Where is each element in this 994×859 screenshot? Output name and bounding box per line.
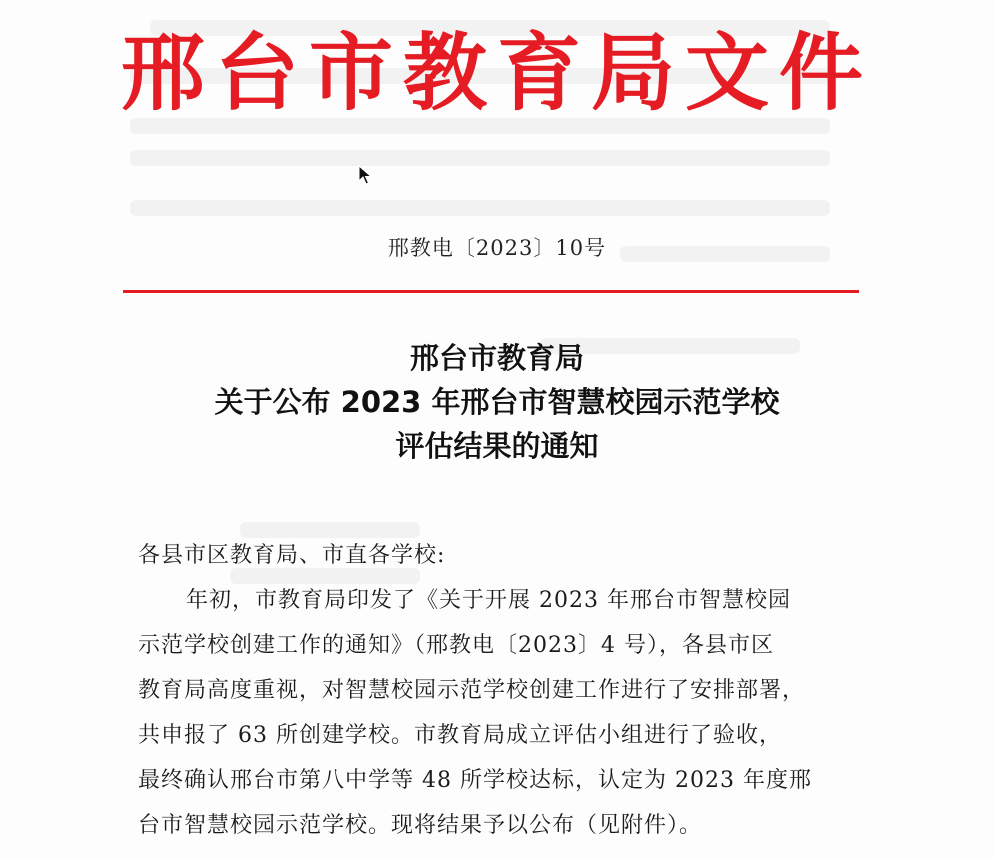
title-line-1: 邢台市教育局 xyxy=(409,341,584,375)
notice-body xyxy=(138,533,868,848)
paragraph-line: 教育局高度重视，对智慧校园示范学校创建工作进行了安排部署， xyxy=(138,678,806,703)
paragraph-line: 年初，市教育局印发了《关于开展 2023 年邢台市智慧校园 xyxy=(186,588,791,613)
notice-title xyxy=(0,336,994,468)
title-line-2: 关于公布 2023 年邢台市智慧校园示范学校 xyxy=(214,385,780,419)
document-number: 邢教电〔2023〕10号 xyxy=(387,236,607,260)
title-line-3: 评估结果的通知 xyxy=(395,429,599,463)
paragraph-line: 最终确认邢台市第八中学等 48 所学校达标，认定为 2023 年度邢 xyxy=(138,768,812,793)
mouse-pointer-icon xyxy=(358,165,372,185)
paragraph-line: 台市智慧校园示范学校。现将结果予以公布（见附件）。 xyxy=(138,813,703,838)
document-masthead: 邢台市教育局文件 xyxy=(120,24,873,122)
red-divider-line xyxy=(123,290,859,293)
paragraph-line: 共申报了 63 所创建学校。市教育局成立评估小组进行了验收， xyxy=(138,723,782,748)
paragraph-line: 示范学校创建工作的通知》（邢教电〔2023〕4 号），各县市区 xyxy=(138,633,774,658)
salutation: 各县市区教育局、市直各学校: xyxy=(138,543,446,568)
